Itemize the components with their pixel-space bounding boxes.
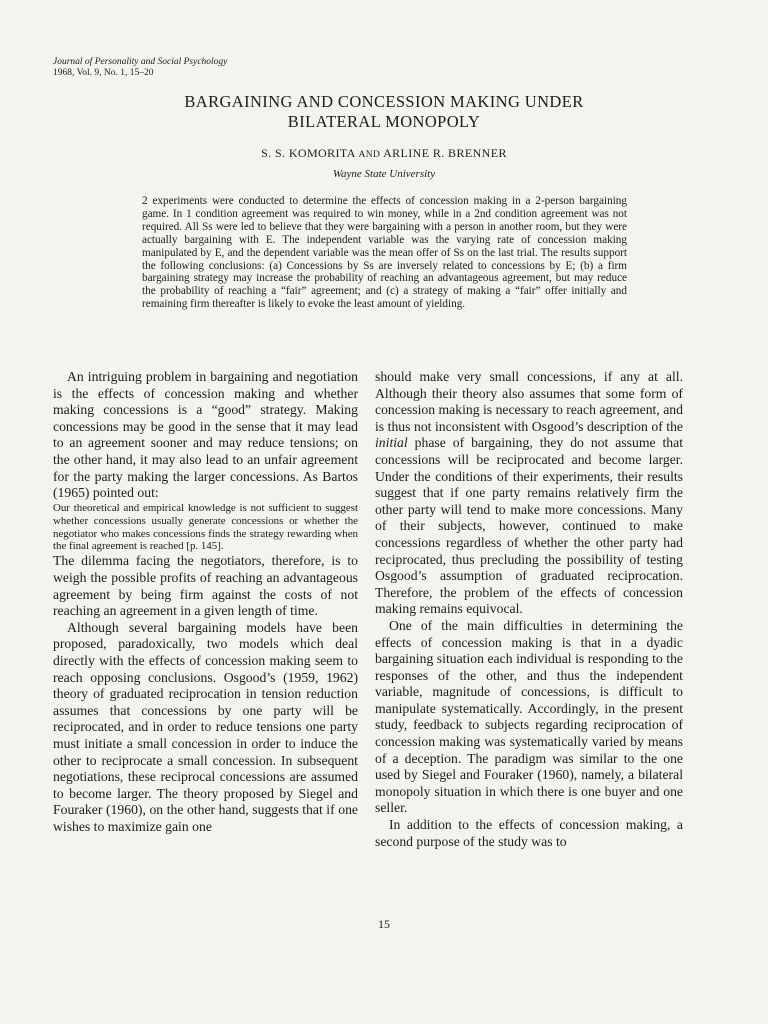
left-column [53,369,358,835]
paragraph: One of the main difficulties in determining the effects of concession making is that in a dyadic bargaining situation each individual is responding to the responses of the other, and thus the independent variable, magnitude of concessions, is difficult to manipulate systematically. Accordingly, in the present study, feedback to subjects regarding reciprocation of concession making was systematically varied by means of a deception. The paradigm was similar to the one used by Siegel and Fouraker (1960), namely, a bilateral monopoly situation in which there is one buyer and one seller. [375,617,683,816]
abstract: 2 experiments were conducted to determine the effects of concession making in a 2-person bargaining game. In 1 condition agreement was required to win money, while in a 2nd condition agreement was not required. All Ss were led to believe that they were bargaining with a person in another room, but they were actually bargaining with E. The independent variable was the varying rate of concession making manipulated by E, and the dependent variable was the mean offer of Ss on the last trial. The results support the following conclusions: (a) Concessions by Ss are inversely related to concessions by E; (b) a firm bargaining strategy may increase the probability of reaching an advantageous agreement, but may reduce the probability of reaching a “fair” agreement; and (c) a strategy of making a “fair” offer initially and remaining firm thereafter is likely to evoke the least amount of yielding. [142,195,627,311]
paragraph: Although several bargaining models have been proposed, paradoxically, two models which deal directly with the effects of concession making seem to reach opposing conclusions. Osgood’s (1959, 1962) theory of graduated reciprocation in tension reduction assumes that concessions by one party will be reciprocated, and in order to reduce tensions one party must initiate a small concession in order to induce the other to reciprocate a small concession. In subsequent negotiations, these reciprocal concessions are assumed to become larger. The theory proposed by Siegel and Fouraker (1960), on the other hand, suggests that if one wishes to maximize gain one [53,619,358,834]
author-1: S. S. KOMORITA [261,146,356,160]
paper-title [0,92,768,132]
title-line-1: BARGAINING AND CONCESSION MAKING UNDER [184,92,584,111]
text-run: should make very small concessions, if any at all. Although their theory also assumes that some form of concession making is necessary to reach agreement, and is thus not inconsistent with Osgood’s description of the [375,369,683,434]
right-column [375,369,683,850]
block-quote: Our theoretical and empirical knowledge is not sufficient to suggest whether concessions usually generate concessions or whether the negotiator who makes concessions finds the strategy rewarding when the final agreement is reached [p. 145]. [53,501,358,553]
journal-citation [53,57,227,79]
paragraph [375,369,683,618]
page-number: 15 [378,917,390,931]
volume-info: 1968, Vol. 9, No. 1, 15–20 [53,68,154,78]
title-line-2: BILATERAL MONOPOLY [287,112,481,131]
paragraph: In addition to the effects of concession making, a second purpose of the study was to [375,817,683,849]
paragraph: The dilemma facing the negotiators, therefore, is to weigh the possible profits of reaching an advantageous agreement by being firm against the costs of not reaching an agreement in a given length of time. [53,553,358,619]
text-run: phase of bargaining, they do not assume that concessions will be reciprocated and become larger. Under the conditions of their experiments, their results suggest that if one party remains relatively firm the other party will tend to make more concessions. Many of their subjects, however, continued to make concessions regardless of whether the other party had reciprocated, thus precluding the possibility of testing Osgood’s assumption of graduated reciprocation. Therefore, the problem of the effects of concession making remains equivocal. [375,435,683,617]
emphasis: initial [375,435,408,451]
paragraph: An intriguing problem in bargaining and negotiation is the effects of concession making and whether making concessions is a “good” strategy. Making concessions may be good in the sense that it may lead to an agreement sooner and may reduce tensions; on the other hand, it may also lead to an unfair agreement for the party making the larger concessions. As Bartos (1965) pointed out: [53,369,358,501]
affiliation: Wayne State University [332,168,436,180]
journal-name: Journal of Personality and Social Psychology [53,57,228,67]
author-list [0,146,768,161]
author-2: ARLINE R. BRENNER [383,146,507,160]
author-conjunction: AND [358,150,381,160]
